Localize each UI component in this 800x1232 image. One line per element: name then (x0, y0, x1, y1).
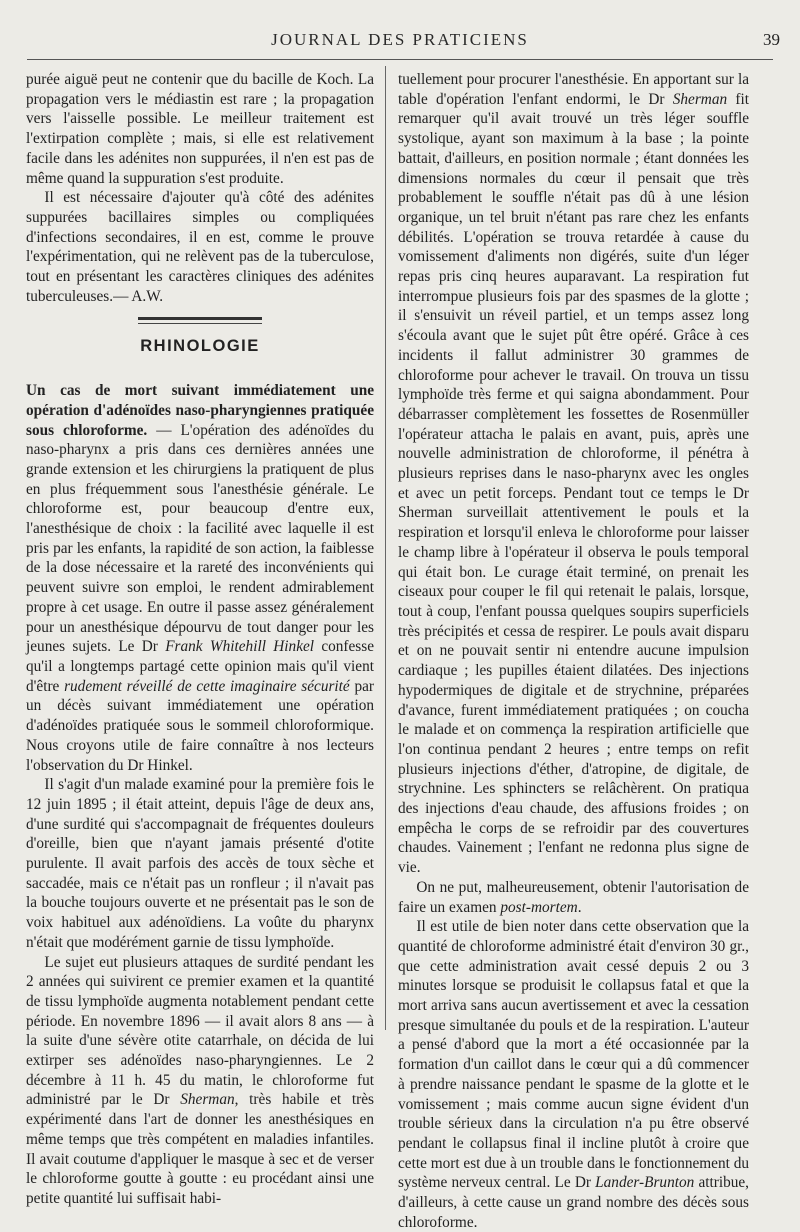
text-run: tuellement pour procurer l'anesthésie. En apportant sur la table d'opération l'enfant endormi, le Dr (398, 71, 749, 108)
person-name: Lander-Brunton (595, 1174, 695, 1192)
latin-term: post-mortem (500, 898, 578, 916)
article-lead-paragraph (26, 381, 374, 775)
article-title: Un cas de mort suivant immédiatement une opération d'adénoïdes naso-pharyngiennes pratiquée sous chloroforme. (26, 382, 374, 439)
text-run: , très habile et très expérimenté dans l'art de donner les anesthésiques en même temps que très compétent en maladies infantiles. Il avait coutume d'appliquer le masque à sec et de verser le chloroforme goutte à goutte : eu procédant ainsi une petite quantité lui suffisait habi- (26, 1091, 374, 1207)
paragraph (398, 917, 749, 1232)
author-name: Frank Whitehill Hinkel (165, 638, 315, 656)
header-rule (27, 59, 773, 60)
right-column (398, 70, 749, 1232)
text-run: — L'opération des adénoïdes du naso-pharynx a pris dans ces dernières années une grande extension et les chirurgiens la pratiquent de plus en plus fréquemment sous l'anesthésie générale. Le chloroforme est, pour beaucoup d'entre eux, l'anesthésique de choix : la facilité avec laquelle il est pris par les enfants, la rapidité de son action, la faiblesse de la dose nécessaire et la rareté des inconvénients qui peuvent suivre son emploi, le rendent admirablement propre à cet usage. En outre il passe assez généralement pour un anesthésique dépourvu de tout danger pour les jeunes sujets. Le Dr (26, 421, 375, 656)
text-run: Le sujet eut plusieurs attaques de surdité pendant les 2 années qui suivirent ce premier examen et la quantité de tissu lymphoïde augmenta notablement pendant cette période. En novembre 1896 — il avait alors 8 ans — à la suite d'une sévère otite catarrhale, on décida de lui extirper ses adénoïdes naso-pharyngiennes. Le 2 décembre à 11 h. 45 du matin, le chloroforme fut administré par le Dr (26, 953, 374, 1109)
paragraph: purée aiguë peut ne contenir que du bacille de Koch. La propagation vers le médiastin est rare ; la propagation vers l'aisselle possible. Le meilleur traitement est l'extirpation complète ; mais, si elle est relativement facile dans les adénites non suppurées, il n'en est pas de même quand la suppuration s'est produite. (26, 71, 374, 187)
page-number: 39 (763, 30, 780, 49)
text-run: On ne put, malheureusement, obtenir l'autorisation de faire un examen (398, 878, 749, 916)
person-name: Sherman (180, 1091, 235, 1109)
paragraph: Il est nécessaire d'ajouter qu'à côté des adénites suppurées bacillaires simples ou compliquées d'infections secondaires, il en est, comme le prouve l'expérimentation, qui ne relèvent pas de la tuberculose, tout en présentant les caractères cliniques des adénites tuberculeuses.— A.W. (26, 189, 374, 305)
running-header (20, 30, 780, 54)
text-run: attribue, d'ailleurs, à cette cause un grand nombre des décès sous chloroforme. (398, 1174, 749, 1231)
text-run: fit remarquer qu'il avait trouvé un très léger souffle systolique, ayant son maximum à la base ; la pointe battait, d'ailleurs, en position normale ; étant données les dimensions normales du cœur il pensait que très probablement le souffle n'était pas dû à une lésion organique, un tel bruit n'étant pas rare chez les enfants débilités. L'opération se trouva retardée à cause du vomissement d'aliments non digérés, suite d'un léger repas pris cinq heures auparavant. La respiration fut interrompue plusieurs fois par des spasmes de la glotte ; il s'ensuivit un réveil partiel, et un temps assez long s'écoula avant que le sujet pût être opéré. Grâce à ces incidents il fallut administrer 30 grammes de chloroforme pour achever le travail. On trouva un tissu lymphoïde très ferme et qui saigna abondamment. Pour débarrasser complètement les fossettes de Rosenmüller l'opérateur attacha le palais en avant, puis, après une nouvelle administration de chloroforme, il pénétra à plusieurs reprises dans le naso-pharynx avec les ongles et avec un petit forceps. Pendant tout ce temps le Dr Sherman surveillait attentivement le pouls et la respiration et lorsqu'il enleva le chloroforme pour laisser le champ libre à l'opérateur il observa le pouls temporal qui était bon. Le curage était terminé, on prenait les ciseaux pour couper le fil qui retenait le palais, lorsque, tout à coup, l'enfant poussa quelques soupirs superficiels très précipités et cessa de respirer. Le pouls avait disparu et on ne pouvait sentir ni entendre aucune impulsion cardiaque ; les pupilles étaient dilatées. Des injections hypodermiques de digitale et de strychnine, préparées d'avance, furent immédiatement pratiquées ; on coucha le malade et on commença la respiration artificielle que l'on continua pendant 2 heures ; entre temps on refit plusieurs injections d'éther, d'atropine, de digitale, de strychnine. Les sphincters se relâchèrent. On pratiqua des injections d'eau chaude, des affusions froides ; on empêcha le corps de se refroidir par des couvertures chaudes. Vainement ; l'enfant ne redonna plus signe de vie. (398, 90, 749, 877)
quoted-phrase: rudement réveillé de cette imaginaire sécurité (64, 677, 350, 695)
section-title: RHINOLOGIE (140, 337, 260, 356)
text-run: Il est utile de bien noter dans cette observation que la quantité de chloroforme administré était d'environ 30 gr., que cette administration avait cessé depuis 2 ou 3 minutes lorsque se produisit le collapsus fatal et que la mort arriva sans aucun avertissement et avec la cessation presque simultanée du pouls et de la respiration. L'auteur a pensé d'abord que la mort a été occasionnée par la formation d'un caillot dans le cœur qui a dû commencer à prendre naissance pendant le spasme de la glotte et le vomissement ; mais comme aucun signe évident d'un trouble sérieux dans la circulation n'a pu être observé pendant le collapsus final il incline plutôt à croire que cette mort est due à un trouble dans le fonctionnement du système nerveux central. Le Dr (398, 918, 749, 1192)
section-separator (138, 317, 262, 324)
text-run: par un décès suivant immédiatement une opération d'adénoïdes pratiquée sous le sommeil chloroformique. Nous croyons utile de faire connaître à nos lecteurs l'observation du Dr Hinkel. (26, 677, 374, 774)
column-divider (385, 66, 386, 1030)
journal-title: JOURNAL DES PRATICIENS (271, 30, 529, 49)
person-name: Sherman (672, 90, 728, 108)
paragraph (398, 70, 749, 878)
left-column (26, 70, 374, 1209)
text-run: . (577, 898, 582, 916)
paragraph (398, 878, 749, 917)
paragraph (26, 953, 374, 1209)
separator-thick-rule (138, 317, 262, 320)
separator-thin-rule (138, 323, 262, 324)
paragraph: Il s'agit d'un malade examiné pour la première fois le 12 juin 1895 ; il était atteint, depuis l'âge de deux ans, d'une surdité qui s'accompagnait de fréquentes douleurs d'oreille, bien que n'ayant jamais présenté d'otite purulente. Il avait parfois des accès de toux sèche et saccadée, mais ce n'était pas un ronfleur ; il n'avait pas la bouche toujours ouverte et ne présentait pas le son de voix habituel aux adénoïdiens. La voûte du pharynx n'était que modérément garnie de tissu lymphoïde. (26, 776, 374, 951)
text-run: confesse qu'il a longtemps partagé cette opinion mais qu'il vient d'être (26, 638, 374, 695)
